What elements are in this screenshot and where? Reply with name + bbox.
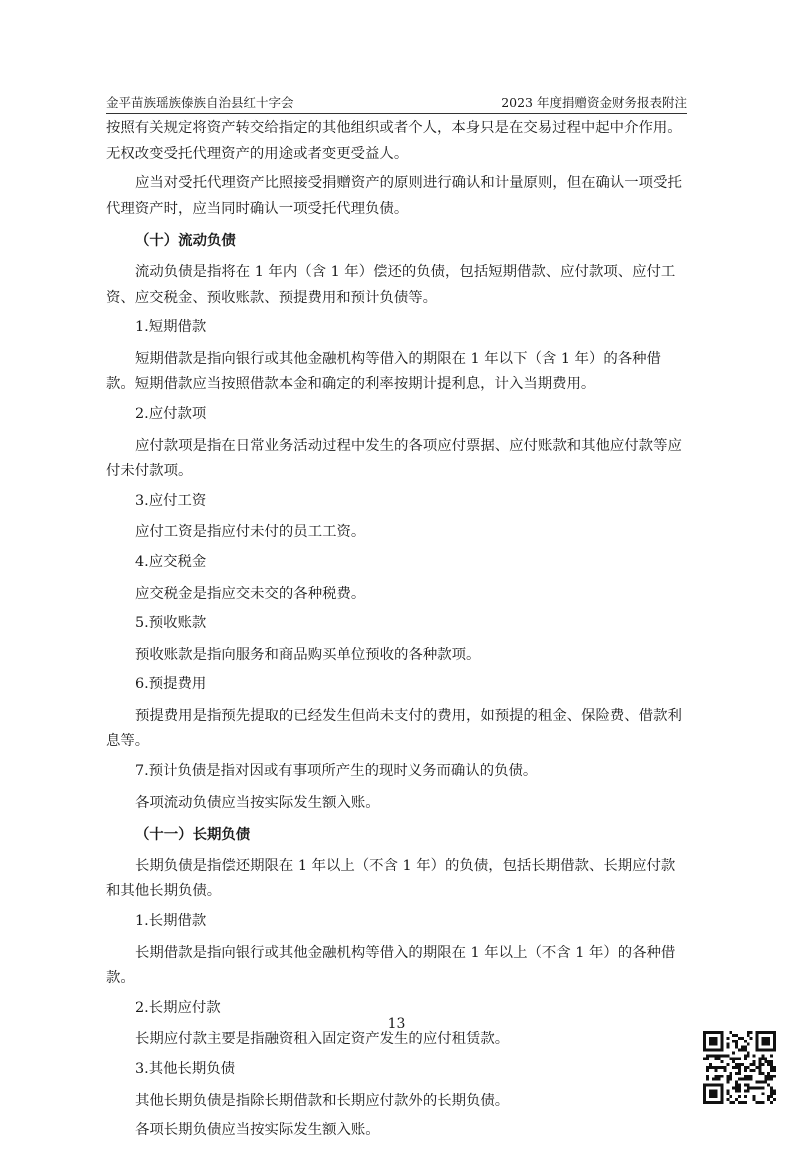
section-heading: （十）流动负债 <box>135 232 236 250</box>
section-heading: （十一）长期负债 <box>135 826 251 844</box>
item-heading: 1.短期借款 <box>135 319 207 336</box>
paragraph: 长期借款是指向银行或其他金融机构等借入的期限在 1 年以上（不含 1 年）的各种借款。 <box>106 944 676 987</box>
header-report-title: 2023 年度捐赠资金财务报表附注 <box>501 95 687 110</box>
item-heading: 3.其他长期负债 <box>135 1061 236 1077</box>
item-heading: 7.预计负债是指对因或有事项所产生的现时义务而确认的负债。 <box>135 763 538 780</box>
item-heading: 5.预收账款 <box>135 615 207 632</box>
paragraph: 长期负债是指偿还期限在 1 年以上（不含 1 年）的负债，包括长期借款、长期应付款和其他长期负债。 <box>106 857 676 900</box>
header-organization: 金平苗族瑶族傣族自治县红十字会 <box>106 95 294 110</box>
item-heading: 6.预提费用 <box>135 676 207 693</box>
item-heading: 3.应付工资 <box>135 492 207 509</box>
item-heading: 4.应交税金 <box>135 553 207 570</box>
paragraph: 各项流动负债应当按实际发生额入账。 <box>135 794 380 811</box>
paragraph: 其他长期负债是指除长期借款和长期应付款外的长期负债。 <box>135 1092 510 1109</box>
paragraph: 应付款项是指在日常业务活动过程中发生的各项应付票据、应付账款和其他应付款等应付未付款项。 <box>106 437 682 480</box>
paragraph: 应当对受托代理资产比照接受捐赠资产的原则进行确认和计量原则，但在确认一项受托代理资产时，应当同时确认一项受托代理负债。 <box>106 175 682 217</box>
paragraph: 应付工资是指应付未付的员工工资。 <box>135 524 366 541</box>
paragraph: 短期借款是指向银行或其他金融机构等借入的期限在 1 年以下（含 1 年）的各种借款。短期借款应当按照借款本金和确定的利率按期计提利息，计入当期费用。 <box>106 350 661 393</box>
item-heading: 2.长期应付款 <box>135 999 221 1016</box>
item-heading: 1.长期借款 <box>135 913 207 930</box>
paragraph: 按照有关规定将资产转交给指定的其他组织或者个人，本身只是在交易过程中起中介作用。无权改变受托代理资产的用途或者变更受益人。 <box>106 120 682 162</box>
paragraph: 预提费用是指预先提取的已经发生但尚未支付的费用，如预提的租金、保险费、借款利息等。 <box>106 707 682 750</box>
paragraph: 长期应付款主要是指融资租入固定资产发生的应付租赁款。 <box>135 1031 510 1048</box>
paragraph: 应交税金是指应交未交的各种税费。 <box>135 585 366 602</box>
paragraph: 流动负债是指将在 1 年内（含 1 年）偿还的负债，包括短期借款、应付款项、应付工资、应交税金、预收账款、预提费用和预计负债等。 <box>106 263 676 306</box>
item-heading: 2.应付款项 <box>135 405 207 422</box>
document-body <box>106 116 688 1150</box>
page-header <box>106 95 687 114</box>
paragraph: 预收账款是指向服务和商品购买单位预收的各种款项。 <box>135 646 481 663</box>
paragraph: 各项长期负债应当按实际发生额入账。 <box>135 1122 380 1139</box>
page-number: 13 <box>387 1016 406 1032</box>
qr-code-icon <box>703 1031 776 1104</box>
